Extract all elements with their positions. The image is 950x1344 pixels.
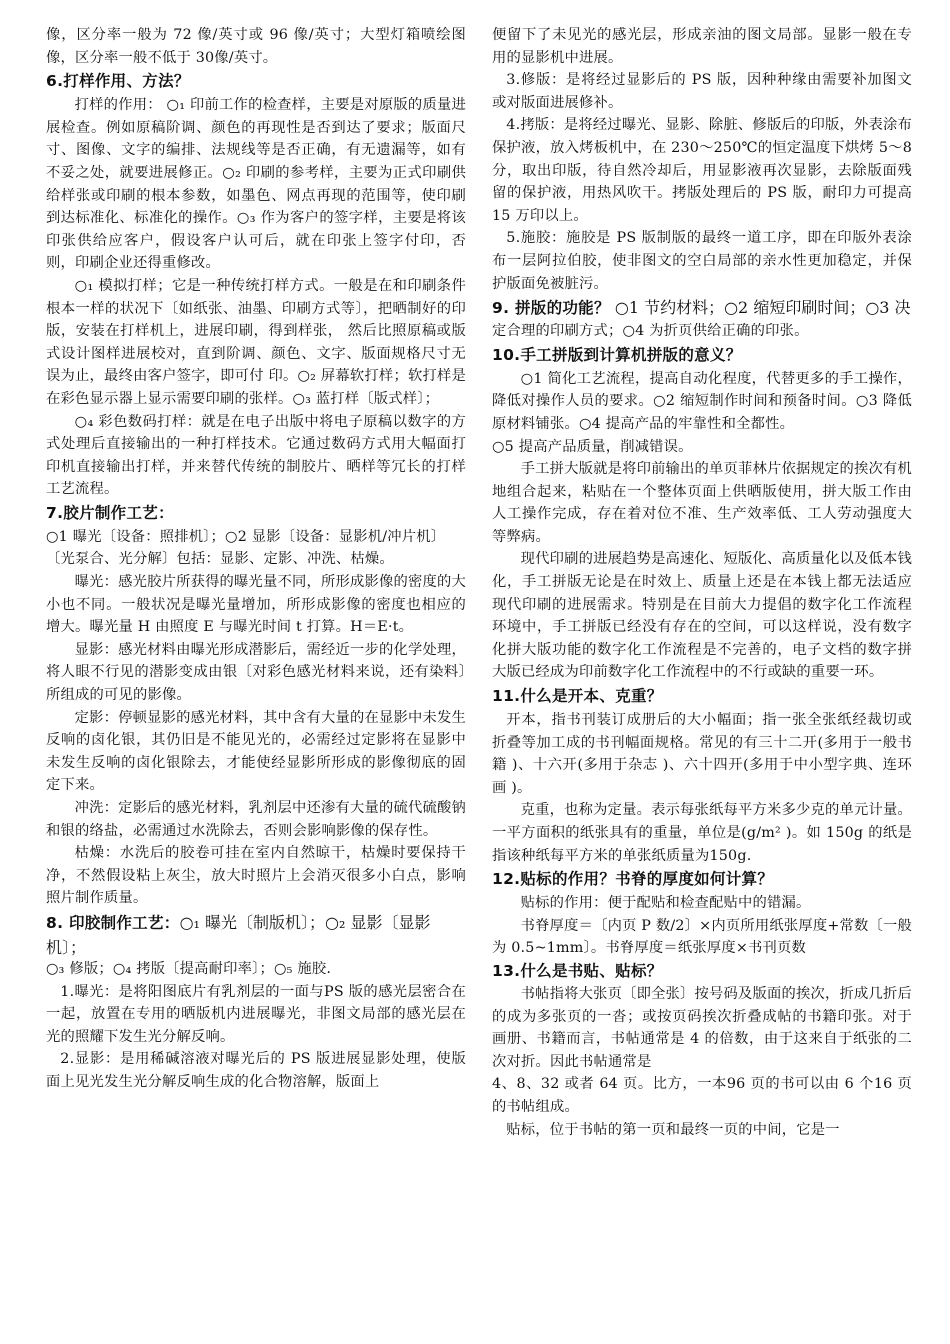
paragraph: 克重，也称为定量。表示每张纸每平方米多少克的单元计量。一平方面积的纸张具有的重量，单位是(g/m² )。如 150g 的纸是指该种纸每平方米的单张纸质量为150g. (492, 802, 913, 864)
paragraph: 2.显影：是用稀碱溶液对曝光后的 PS 版进展显影处理，使版面上见光发生光分解反响生成的化合物溶解，版面上 (46, 1051, 466, 1090)
section-heading-8: 8. 印胶制作工艺： (46, 913, 180, 932)
section-heading-9: 9. 拼版的功能？ (492, 299, 610, 318)
paragraph: 便留下了未见光的感光层，形成亲油的图文局部。显影一般在专用的显影机中进展。 (492, 27, 912, 66)
paragraph: 开本，指书刊装订成册后的大小幅面；指一张全张纸经裁切或折叠等加工成的书刊幅面规格。常见的有三十二开(多用于一般书籍 )、十六开(多用于杂志 )、六十四开(多用于中小型字典、连环画 )。 (492, 712, 912, 796)
paragraph: 曝光：感光胶片所获得的曝光量不同，所形成影像的密度的大小也不同。一般状况是曝光量增加，所形成影像的密度也相应的增大。曝光量 H 由照度 E 与曝光时间 t 打算。H＝E·t。 (46, 574, 467, 636)
paragraph: ○1 简化工艺流程，提高自动化程度，代替更多的手工操作，降低对操作人员的要求。○2 缩短制作时间和预备时间。○3 降低原材料铺张。○4 提高产品的牢靠性和全都性。 (492, 370, 912, 432)
paragraph: 定影：停顿显影的感光材料，其中含有大量的在显影中未发生反响的卤化银，其仍旧是不能见光的，必需经过定影将在显影中未发生反响的卤化银除去，才能使经显影所形成的影像彻底的固定下来。 (46, 709, 467, 794)
paragraph: 4、8、32 或者 64 页。比方，一本96 页的书可以由 6 个16 页的书帖组成。 (492, 1076, 912, 1115)
paragraph: 4.拷版：是将经过曝光、显影、除脏、修版后的印版，外表涂布保护液，放入烤板机中，在 230～250℃的恒定温度下烘烤 5～8 分，取出印版，待自然冷却后，用显影液再次显影，去除版面残留的保护液，用热风吹干。拷版处理后的 PS 版，耐印力可提高 15 万印以上。 (492, 117, 912, 224)
paragraph: 枯燥：水洗后的胶卷可挂在室内自然晾干，枯燥时要保持干净，不然假设粘上灰尘，放大时照片上会消灭很多小白点，影响照片制作质量。 (46, 845, 466, 907)
heading-8-text: ○₁ 曝光〔制版机〕；○₂ 显影〔显影机〕； (46, 912, 431, 957)
heading-9-text: ○1 节约材料；○2 缩短印刷时间；○3 决 (609, 298, 911, 318)
section-heading-13: 13.什么是书贴、贴标？ (492, 961, 663, 980)
paragraph: ○₄ 彩色数码打样：就是在电子出版中将电子原稿以数字的方式处理后直接输出的一种打样技术。它通过数码方式用大幅面打印机直接输出打样，并来替代传统的制胶片、晒样等冗长的打样工艺流程。 (46, 413, 466, 498)
paragraph: ○₃ 修版；○₄ 拷版〔提高耐印率〕；○₅ 施胶. (46, 960, 332, 977)
paragraph: ○5 提高产品质量，削减错误。 (492, 438, 693, 455)
paragraph: 打样的作用： ○₁ 印前工作的检查样，主要是对原版的质量进展检查。例如原稿阶调、颜色的再现性是否到达了要求；版面尺寸、图像、文字的编排、法规线等是否正确，有无遗漏等，如有不妥之处，就要进展修正。○₂ 印刷的参考样，主要为正式印刷供给样张或印刷的根本参数，如墨色、网点再现的范围等，使印刷到达标准化、标准化的操作。○₃ 作为客户的签字样，主要是将该印张供给应客户，假设客户认可后，就在印张上签字付印，否则，印刷企业还得重修改。 (46, 97, 466, 272)
paragraph: 冲洗：定影后的感光材料，乳剂层中还渗有大量的硫代硫酸钠和银的络盐，必需通过水洗除去，否则会影响影像的保存性。 (46, 800, 467, 839)
paragraph: 定合理的印刷方式；○4 为折页供给正确的印张。 (492, 323, 809, 340)
spine-formula-text: 书脊厚度＝〔内页 P 数/2〕×内页所用纸张厚度+常数〔一般为 0.5~1mm〕。书脊厚度＝纸张厚度×书刊页数 (492, 917, 912, 957)
left-column (46, 24, 466, 1094)
paragraph: 贴标的作用：便于配贴和检查配贴中的错漏。 (520, 895, 811, 912)
paragraph: 3.修版：是将经过显影后的 PS 版，因种种缘由需要补加图文或对版面进展修补。 (492, 72, 912, 111)
paragraph: 显影：感光材料由曝光形成潜影后，需经近一步的化学处理，将人眼不行见的潜影变成由银〔对彩色感光材料来说，还有染料〕所组成的可见的影像。 (46, 641, 467, 704)
paragraph: 5.施胶：施胶是 PS 版制版的最终一道工序，即在印版外表涂布一层阿拉伯胶，使非图文的空白局部的亲水性更加稳定，并保护版面免被脏污。 (492, 230, 912, 292)
paragraph: 现代印刷的进展趋势是高速化、短版化、高质量化以及低本钱化，手工拼版无论是在时效上、质量上还是在本钱上都无法适应现代印刷的进展需求。特别是在目前大力提倡的数字化工作流程环境中，手工拼版已经没有存在的空间，可以这样说，没有数字化拼大版功能的数字化工作流程是不完善的，电子文档的数字拼大版已经成为印前数字化工作流程中的不行或缺的重要一环。 (492, 551, 913, 681)
right-column (492, 24, 912, 1141)
section-heading-6: 6.打样作用、方法？ (46, 72, 190, 91)
section-heading-12: 12.贴标的作用？书脊的厚度如何计算？ (492, 870, 774, 889)
paragraph: 书帖指将大张页〔即全张〕按号码及版面的挨次，折成几折后的成为多张页的一沓；或按页码挨次折叠成帖的书籍印张。对于画册、书籍而言，书帖通常是 4 的倍数，由于这来自于纸张的二次对折。因此书帖通常是 (492, 985, 913, 1070)
paragraph: 贴标，位于书帖的第一页和最终一页的中间，它是一 (506, 1121, 840, 1138)
paragraph: ○1 曝光〔设备：照排机〕；○2 显影〔设备：显影机/冲片机〕 (46, 528, 446, 545)
section-heading-11: 11.什么是开本、克重？ (492, 687, 663, 706)
paragraph: 1.曝光：是将阳图底片有乳剂层的一面与PS 版的感光层密合在一起，放置在专用的晒版机内进展曝光，非图文局部的感光层在光的照耀下发生光分解反响。 (46, 983, 466, 1045)
paragraph: 〔光泵合、光分解〕包括：显影、定影、冲洗、枯燥。 (46, 551, 394, 568)
paragraph (492, 915, 912, 960)
paragraph: 手工拼大版就是将印前输出的单页菲林片依据规定的挨次有机地组合起来，粘贴在一个整体页面上供晒版使用，拼大版工作由人工操作完成，存在着对位不准、生产效率低、工人劳动强度大等弊病。 (492, 461, 913, 545)
section-heading-10: 10.手工拼版到计算机拼版的意义？ (492, 345, 742, 364)
paragraph: 像，区分率一般为 72 像/英寸或 96 像/英寸；大型灯箱喷绘图像，区分率一般不低于 30像/英寸。 (46, 27, 466, 66)
paragraph: ○₁ 模拟打样；它是一种传统打样方式。一般是在和印刷条件根本一样的状况下〔如纸张、油墨、印刷方式等〕，把晒制好的印版，安装在打样机上，进展印刷，得到样张， 然后比照原稿或版式设计图样进展校对，直到阶调、颜色、文字、版面规格尺寸无误为止，最终由客户签字，即可付 印。○₂ 屏幕软打样；软打样是在彩色显示器上显示需要印刷的张样。○₃ 蓝打样〔版式样〕； (46, 277, 466, 407)
section-heading-7: 7.胶片制作工艺： (46, 503, 174, 522)
